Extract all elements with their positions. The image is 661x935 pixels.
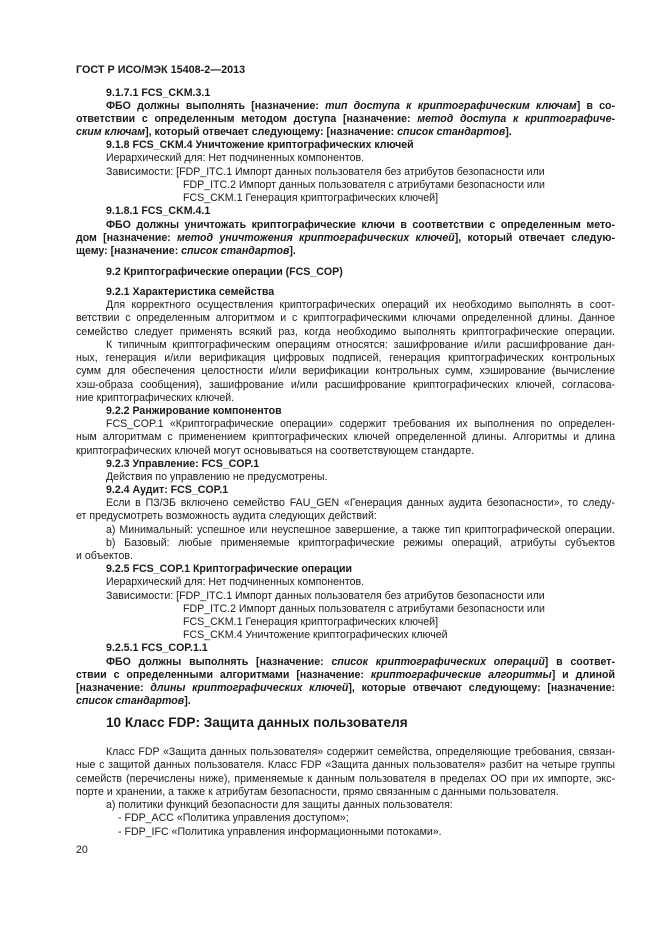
bold-text: дом [назначение:	[76, 232, 178, 244]
text-segment: a) политики функций безопасности для защиты данных пользователя:	[106, 799, 453, 811]
text-segment: FCS_CKM.1 Генерация криптографических ключей]	[183, 616, 439, 628]
emphasis-text: список стандартов	[181, 245, 290, 257]
text-segment: хэш-образа сообщения), зашифрование и/или расшифрование криптографических ключей, согласова-	[76, 379, 615, 391]
bold-text: 9.2.4 Аудит: FCS_COP.1	[106, 484, 229, 496]
text-line	[106, 524, 615, 537]
text-line	[106, 405, 282, 418]
bold-text: 9.2 Криптографические операции (FCS_COP)	[106, 266, 343, 278]
text-segment: порте и хранении, а также к атрибутам безопасности, прямо связанным с данными пользователя.	[76, 786, 559, 798]
emphasis-text: криптографические алгоритмы	[370, 669, 552, 681]
bold-text: ФБО должны выполнять [назначение:	[106, 100, 326, 112]
text-line	[106, 152, 364, 165]
text-segment: FCS_CKM.1 Генерация криптографических ключей]	[183, 192, 439, 204]
text-segment: FCS_COP.1 «Криптографические операции» содержит требования их выполнения по определен-	[106, 418, 615, 430]
text-segment: a) Минимальный: успешное или неуспешное завершение, а также тип криптографической операции.	[106, 524, 615, 536]
text-line	[106, 471, 327, 484]
bold-text: ] и длиной	[551, 669, 615, 681]
text-line	[76, 352, 615, 365]
bold-text: 9.2.3 Управление: FCS_COP.1	[106, 458, 260, 470]
text-line	[106, 266, 343, 279]
bold-text: 9.2.2 Ранжирование компонентов	[106, 405, 282, 417]
text-line	[76, 431, 615, 444]
text-segment: FCS_CKM.4 Уничтожение криптографических ключей	[183, 629, 448, 641]
text-line	[76, 682, 615, 695]
text-line	[76, 326, 615, 339]
emphasis-text: тип доступа к криптографическим ключам	[325, 100, 577, 112]
bold-text: ФБО должны выполнять [назначение:	[106, 656, 332, 668]
bold-text: ] в соответ-	[544, 656, 616, 668]
emphasis-text: список стандартов	[397, 126, 506, 138]
text-segment: сумм для обеспечения целостности и/или верификации контрольных сумм, хэширование (вычисление	[76, 365, 615, 377]
text-line	[106, 590, 545, 603]
text-line	[183, 192, 438, 205]
text-segment: FDP_ITC.2 Импорт данных пользователя с атрибутами безопасности или	[183, 179, 545, 191]
text-line	[118, 826, 442, 839]
text-segment: Иерархический для: Нет подчиненных компонентов.	[106, 152, 365, 164]
text-line	[76, 113, 615, 126]
text-line	[76, 245, 296, 258]
text-line	[106, 339, 615, 352]
text-segment: Иерархический для: Нет подчиненных компонентов.	[106, 576, 365, 588]
text-segment: семейство следует применять всякий раз, когда необходимо выполнять криптографические операции.	[76, 326, 615, 338]
text-segment: К типичным криптографическим операциям относятся: зашифрование и/или расшифрование дан-	[106, 339, 615, 351]
text-line	[106, 746, 615, 759]
text-line	[106, 286, 274, 299]
emphasis-text: ским ключам	[76, 126, 146, 138]
text-segment: - FDP_IFC «Политика управления информационными потоками».	[118, 826, 442, 838]
bold-text: ].	[505, 126, 512, 138]
text-line	[76, 759, 615, 772]
bold-text: ], который отвечает следующему: [назначение:	[145, 126, 398, 138]
text-line	[106, 497, 615, 510]
bold-text: ответствии с определенным методом доступа [назначение:	[76, 113, 418, 125]
text-line	[76, 365, 615, 378]
text-line	[106, 139, 414, 152]
text-line	[76, 232, 615, 245]
bold-text: 9.2.5.1 FCS_COP.1.1	[106, 642, 208, 654]
text-segment: FDP_ITC.2 Импорт данных пользователя с атрибутами безопасности или	[183, 603, 545, 615]
text-segment: ветствии с определенным алгоритмом и с криптографическими ключами определенной длины. Данное	[76, 312, 615, 324]
bold-text: ], которые отвечают следующему: [назначение:	[348, 682, 615, 694]
text-line	[106, 537, 615, 550]
text-line	[106, 219, 615, 232]
page-number: 20	[76, 844, 88, 856]
text-line	[76, 312, 615, 325]
text-line	[76, 669, 615, 682]
bold-text: 9.2.5 FCS_COP.1 Криптографические операции	[106, 563, 352, 575]
text-line	[183, 603, 545, 616]
text-segment: и объектов.	[76, 550, 133, 562]
text-segment: Зависимости: [FDP_ITC.1 Импорт данных пользователя без атрибутов безопасности или	[106, 166, 545, 178]
text-line	[183, 629, 448, 642]
emphasis-text: список стандартов	[76, 695, 185, 707]
text-line	[183, 616, 438, 629]
text-line	[106, 563, 352, 576]
text-line	[76, 379, 615, 392]
document-header: ГОСТ Р ИСО/МЭК 15408-2—2013	[76, 64, 246, 76]
bold-text: [назначение:	[76, 682, 151, 694]
text-segment: Класс FDP «Защита данных пользователя» содержит семейства, определяющие требования, связан-	[106, 746, 615, 758]
text-line	[76, 510, 377, 523]
text-line	[76, 126, 512, 139]
bold-text: ], который отвечает следую-	[454, 232, 615, 244]
text-line	[106, 642, 208, 655]
text-line	[76, 550, 133, 563]
bold-text: ].	[184, 695, 191, 707]
bold-text: ФБО должны уничтожать криптографические ключи в соответствии с определенным мето-	[106, 219, 615, 231]
text-segment: Для корректного осуществления криптографических операций их необходимо выполнять в соот-	[106, 299, 615, 311]
text-segment: семейств (перечислены ниже), применяемые к данным пользователя в пределах ОО при их импорте, экс-	[76, 773, 615, 785]
text-line	[106, 484, 228, 497]
bold-text: 9.1.8.1 FCS_CKM.4.1	[106, 205, 211, 217]
bold-text: ].	[289, 245, 296, 257]
section-heading	[106, 714, 408, 731]
text-line	[76, 786, 559, 799]
bold-text: 10 Класс FDP: Защита данных пользователя	[106, 715, 408, 730]
text-line	[106, 458, 259, 471]
text-line	[118, 812, 349, 825]
bold-text: ствии с определенными алгоритмами [назначение:	[76, 669, 371, 681]
emphasis-text: метод доступа к криптографиче-	[417, 113, 615, 125]
text-segment: ным алгоритмам с применением криптографических ключей определенной длины. Алгоритмы и длина	[76, 431, 615, 443]
text-line	[106, 418, 615, 431]
text-segment: Если в ПЗ/ЗБ включено семейство FAU_GEN «Генерация данных аудита безопасности», то следу-	[106, 497, 615, 509]
bold-text: щему: [назначение:	[76, 245, 182, 257]
text-segment: ные с защитой данных пользователя. Класс FDP «Защита данных пользователя» разбит на четыре группы	[76, 759, 615, 771]
emphasis-text: длины криптографических ключей	[150, 682, 349, 694]
bold-text: ] в со-	[576, 100, 616, 112]
text-line	[76, 445, 474, 458]
text-segment: ных, генерация и/или верификация цифровых подписей, генерация криптографических контрольных	[76, 352, 615, 364]
text-segment: ние криптографических ключей.	[76, 392, 235, 404]
text-segment: - FDP_ACC «Политика управления доступом»;	[118, 812, 349, 824]
text-line	[106, 205, 210, 218]
text-line	[106, 799, 453, 812]
text-line	[76, 392, 234, 405]
bold-text: 9.1.7.1 FCS_CKM.3.1	[106, 87, 211, 99]
bold-text: 9.1.8 FCS_CKM.4 Уничтожение криптографических ключей	[106, 139, 414, 151]
emphasis-text: метод уничтожения криптографических ключей	[177, 232, 455, 244]
text-line	[76, 695, 191, 708]
text-line	[106, 166, 545, 179]
text-line	[106, 299, 615, 312]
emphasis-text: список криптографических операций	[331, 656, 545, 668]
text-segment: криптографических ключей могут основываться на соответствующем стандарте.	[76, 445, 475, 457]
text-segment: Зависимости: [FDP_ITC.1 Импорт данных пользователя без атрибутов безопасности или	[106, 590, 545, 602]
text-line	[106, 656, 615, 669]
text-segment: b) Базовый: любые применяемые криптографические режимы операций, атрибуты субъектов	[106, 537, 615, 549]
text-segment: Действия по управлению не предусмотрены.	[106, 471, 328, 483]
text-line	[76, 773, 615, 786]
bold-text: 9.2.1 Характеристика семейства	[106, 286, 275, 298]
text-line	[106, 100, 615, 113]
text-line	[183, 179, 545, 192]
text-line	[106, 87, 210, 100]
text-line	[106, 576, 364, 589]
text-segment: ет предусмотреть возможность аудита следующих действий:	[76, 510, 377, 522]
